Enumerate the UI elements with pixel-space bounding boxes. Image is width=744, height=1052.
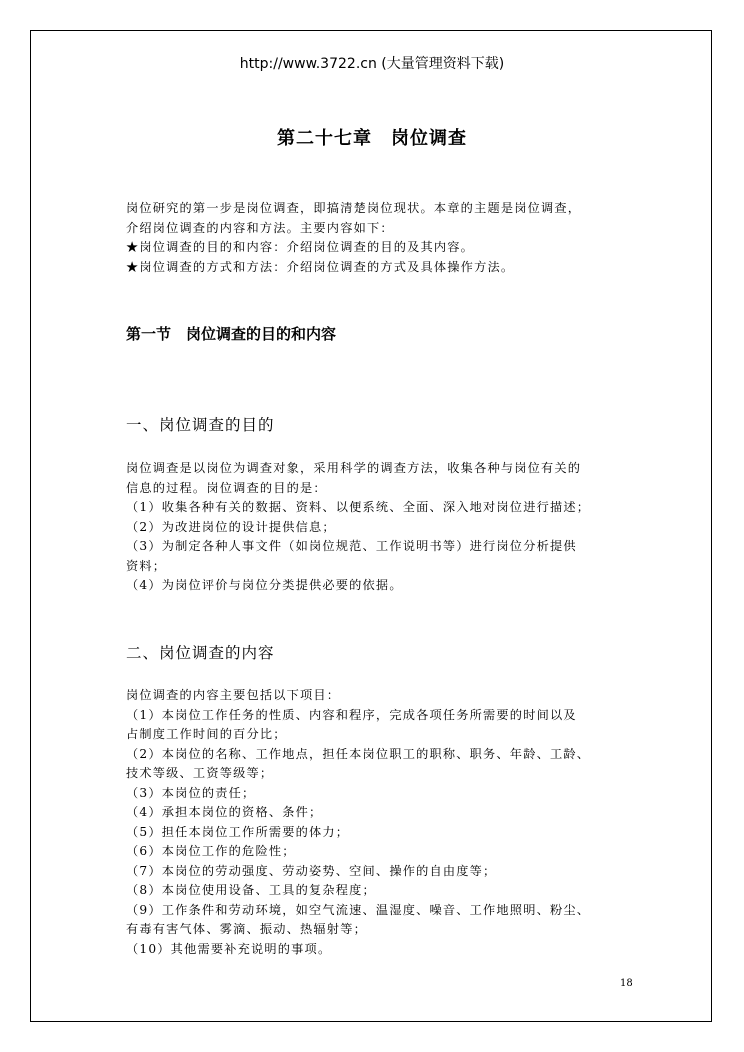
subsection-title-purpose: 一、岗位调查的目的 [126,416,275,434]
purpose-line: （1）收集各种有关的数据、资料、以便系统、全面、深入地对岗位进行描述； [126,500,591,514]
content-line: （9）工作条件和劳动环境，如空气流速、温湿度、噪音、工作地照明、粉尘、 [126,902,591,917]
purpose-line: 信息的过程。岗位调查的目的是： [126,480,327,495]
intro-line: 介绍岗位调查的内容和方法。主要内容如下： [126,220,394,235]
content-line: （5）担任本岗位工作所需要的体力； [126,824,350,839]
content-line: 岗位调查的内容主要包括以下项目： [126,688,341,702]
content-line: （6）本岗位工作的危险性； [126,844,296,858]
intro-line: ★岗位调查的目的和内容：介绍岗位调查的目的及其内容。 [126,240,475,254]
content-line: 技术等级、工资等级等； [126,766,274,780]
purpose-line: （2）为改进岗位的设计提供信息； [126,519,336,534]
chapter-title: 第二十七章 岗位调查 [277,128,467,149]
page-number: 18 [620,978,633,989]
intro-line: 岗位研究的第一步是岗位调查，即搞清楚岗位现状。本章的主题是岗位调查， [126,201,582,215]
subsection-title-content: 二、岗位调查的内容 [126,644,275,662]
content-line: 占制度工作时间的百分比； [126,727,287,741]
section-title: 第一节 岗位调查的目的和内容 [126,325,337,343]
purpose-line: 资料； [126,558,167,573]
content-line: （2）本岗位的名称、工作地点，担任本岗位职工的职称、职务、年龄、工龄、 [126,746,591,761]
content-line: 有毒有害气体、雾滴、振动、热辐射等； [126,922,367,936]
purpose-line: 岗位调查是以岗位为调查对象，采用科学的调查方法，收集各种与岗位有关的 [126,461,582,475]
content-line: （1）本岗位工作任务的性质、内容和程序，完成各项任务所需要的时间以及 [126,707,577,722]
header-url: http://www.3722.cn (大量管理资料下载) [239,56,505,72]
content-line: （7）本岗位的劳动强度、劳动姿势、空间、操作的自由度等； [126,863,497,878]
intro-paragraph [126,199,646,277]
content-line: （3）本岗位的责任； [126,785,256,800]
content-paragraph [126,686,646,959]
purpose-line: （4）为岗位评价与岗位分类提供必要的依据。 [126,578,403,592]
content-line: （8）本岗位使用设备、工具的复杂程度； [126,883,376,897]
content-line: （10）其他需要补充说明的事项。 [126,941,332,956]
purpose-line: （3）为制定各种人事文件（如岗位规范、工作说明书等）进行岗位分析提供 [126,539,577,553]
purpose-paragraph [126,459,646,596]
content-line: （4）承担本岗位的资格、条件； [126,805,323,819]
intro-line: ★岗位调查的方式和方法：介绍岗位调查的方式及具体操作方法。 [126,259,515,274]
